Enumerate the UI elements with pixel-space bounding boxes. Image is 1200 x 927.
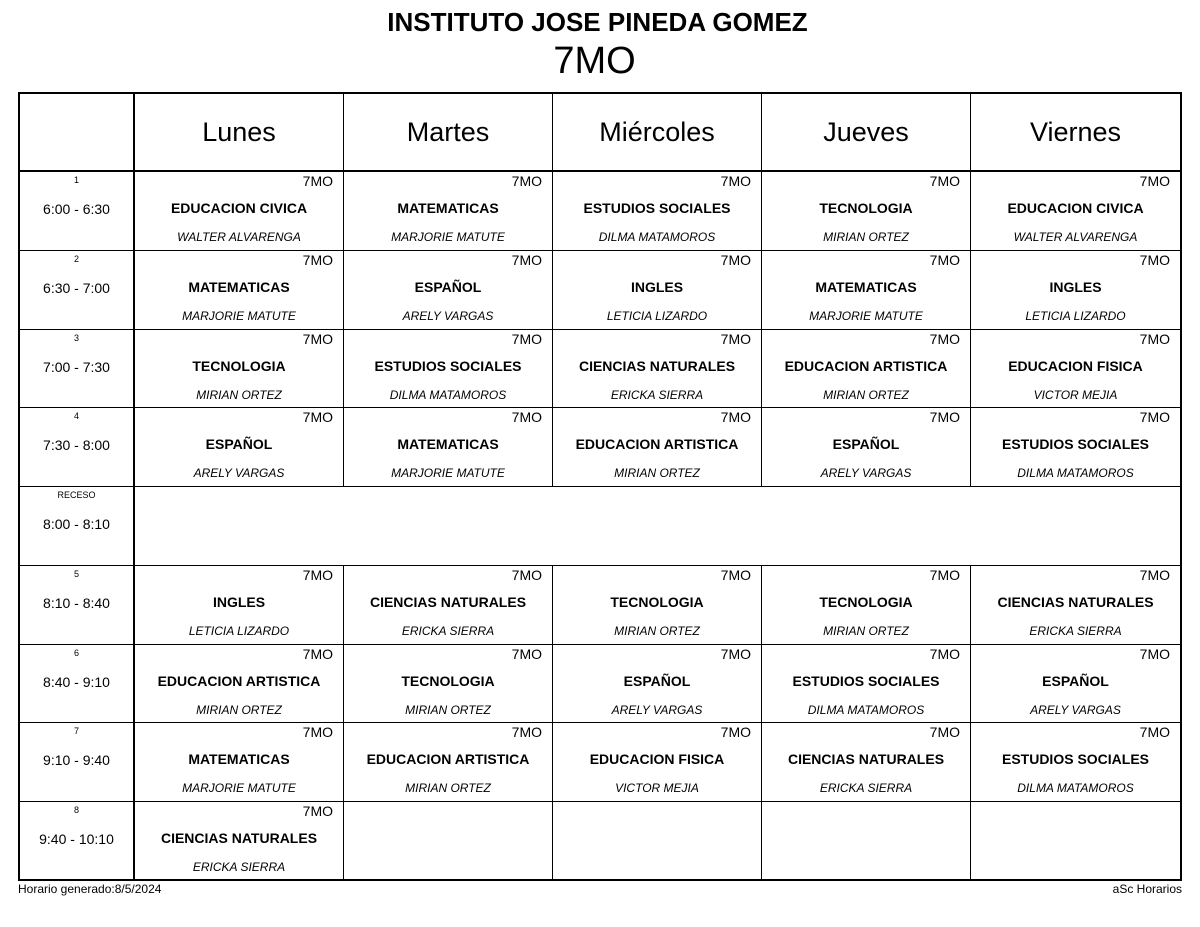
lesson-cell [553,566,762,645]
teacher-name: ARELY VARGAS [193,466,285,481]
teacher-name: MIRIAN ORTEZ [823,230,909,244]
period-time-cell [20,330,135,409]
lesson-cell [971,172,1180,251]
group-label: 7MO [511,724,542,741]
teacher-name: ERICKA SIERRA [192,860,286,874]
day-header-1: Martes [344,94,553,172]
teacher-name: DILMA MATAMOROS [389,387,507,402]
time-range: 9:10 - 9:40 [43,752,110,769]
group-label: 7MO [1139,724,1170,741]
generated-date: Horario generado:8/5/2024 [18,882,162,896]
period-number: 5 [73,568,79,579]
lesson-cell [135,645,344,724]
teacher-name: ERICKA SIERRA [819,781,913,796]
lesson-cell [762,172,971,251]
subject-name: MATEMATICAS [815,278,917,295]
group-label: 7MO [1139,330,1170,347]
subject-name: EDUCACION CIVICA [1007,200,1144,216]
day-header-4: Viernes [971,94,1180,172]
subject-name: ESPAÑOL [414,278,482,295]
subject-name: CIENCIAS NATURALES [578,357,736,374]
subject-name: EDUCACION FISICA [1008,357,1143,374]
lesson-cell [971,330,1180,409]
lesson-cell [135,172,344,251]
group-label: 7MO [511,330,542,347]
teacher-name: ERICKA SIERRA [401,623,495,638]
group-label: 7MO [302,173,333,189]
teacher-name: DILMA MATAMOROS [1017,781,1134,796]
period-time-cell [20,566,135,645]
subject-name: TECNOLOGIA [192,357,286,374]
teacher-name: MIRIAN ORTEZ [196,702,282,717]
lesson-cell [344,566,553,645]
subject-name: ESPAÑOL [1042,672,1109,689]
lesson-cell [553,408,762,487]
subject-name: ESPAÑOL [623,672,691,689]
recess-row [135,487,1180,566]
lesson-cell [344,723,553,802]
subject-name: INGLES [630,278,684,295]
teacher-name: MARJORIE MATUTE [809,308,923,323]
subject-name: ESTUDIOS SOCIALES [792,672,940,689]
lesson-cell [971,566,1180,645]
lesson-cell [135,566,344,645]
teacher-name: DILMA MATAMOROS [807,702,925,717]
subject-name: ESTUDIOS SOCIALES [583,200,731,216]
group-label: 7MO [1139,251,1170,268]
lesson-cell [762,251,971,330]
lesson-cell [762,645,971,724]
teacher-name: WALTER ALVARENGA [177,230,301,244]
group-label: 7MO [929,566,960,583]
teacher-name: MIRIAN ORTEZ [405,702,491,717]
group-label: 7MO [929,409,960,426]
subject-name: CIENCIAS NATURALES [160,830,318,846]
app-credit: aSc Horarios [1112,882,1182,896]
group-label: 7MO [302,724,333,741]
lesson-cell [344,172,553,251]
lesson-cell [344,645,553,724]
timetable-grid [18,92,1182,881]
subject-name: TECNOLOGIA [401,672,495,689]
time-range: 8:10 - 8:40 [43,594,110,611]
time-range: 7:30 - 8:00 [43,437,110,454]
teacher-name: MARJORIE MATUTE [391,466,505,481]
teacher-name: ERICKA SIERRA [1029,623,1122,638]
period-time-cell [20,645,135,724]
subject-name: EDUCACION CIVICA [170,200,308,216]
teacher-name: ARELY VARGAS [1030,702,1121,717]
teacher-name: MIRIAN ORTEZ [614,466,700,481]
subject-name: EDUCACION ARTISTICA [575,436,739,453]
teacher-name: LETICIA LIZARDO [1025,308,1126,323]
teacher-name: DILMA MATAMOROS [1017,466,1134,481]
lesson-cell [344,330,553,409]
lesson-cell [344,251,553,330]
period-time-cell [20,172,135,251]
lesson-cell [553,172,762,251]
period-time-cell [20,408,135,487]
subject-name: TECNOLOGIA [610,593,704,610]
group-label: 7MO [302,409,333,426]
corner-cell [20,94,135,172]
time-range: 8:40 - 9:10 [43,673,110,690]
group-label: 7MO [1139,645,1170,662]
group-label: 7MO [511,251,542,268]
lesson-cell [971,645,1180,724]
group-label: 7MO [929,251,960,268]
subject-name: TECNOLOGIA [819,200,913,216]
lesson-cell [762,566,971,645]
subject-name: MATEMATICAS [188,751,290,768]
teacher-name: MIRIAN ORTEZ [823,623,909,638]
teacher-name: DILMA MATAMOROS [598,230,716,244]
lesson-cell [135,723,344,802]
subject-name: MATEMATICAS [397,436,499,453]
teacher-name: MARJORIE MATUTE [182,781,296,796]
subject-name: EDUCACION ARTISTICA [366,751,530,768]
group-label: 7MO [929,173,960,189]
teacher-name: VICTOR MEJIA [615,781,699,796]
school-title: INSTITUTO JOSE PINEDA GOMEZ [387,7,808,37]
lesson-cell [553,251,762,330]
subject-name: EDUCACION ARTISTICA [784,357,948,374]
teacher-name: ERICKA SIERRA [610,387,704,402]
day-header-3: Jueves [762,94,971,172]
group-label: 7MO [1139,409,1170,426]
teacher-name: WALTER ALVARENGA [1013,230,1138,244]
teacher-name: ARELY VARGAS [402,308,494,323]
lesson-cell [971,251,1180,330]
period-time-cell [20,802,135,881]
period-number: 2 [73,253,79,264]
teacher-name: LETICIA LIZARDO [606,308,708,323]
subject-name: ESTUDIOS SOCIALES [374,357,522,374]
teacher-name: MIRIAN ORTEZ [405,781,491,796]
lesson-cell [553,723,762,802]
group-label: 7MO [302,566,333,583]
lesson-cell [971,723,1180,802]
lesson-cell [135,408,344,487]
subject-name: MATEMATICAS [397,200,499,216]
recess-time-cell [20,487,135,566]
subject-name: INGLES [212,593,266,610]
recess-label: RECESO [57,490,96,500]
teacher-name: MARJORIE MATUTE [182,308,296,323]
subject-name: EDUCACION FISICA [589,751,725,768]
teacher-name: ARELY VARGAS [820,466,912,481]
subject-name: CIENCIAS NATURALES [997,593,1154,610]
lesson-cell [553,330,762,409]
group-label: 7MO [929,645,960,662]
lesson-cell [762,723,971,802]
period-number: 6 [73,647,79,658]
group-label: 7MO [929,330,960,347]
lesson-cell [135,251,344,330]
empty-cell [553,802,762,881]
day-header-0: Lunes [135,94,344,172]
teacher-name: ARELY VARGAS [611,702,703,717]
time-range: 9:40 - 10:10 [39,831,114,847]
period-number: 3 [73,332,79,343]
subject-name: ESPAÑOL [832,436,900,453]
subject-name: CIENCIAS NATURALES [369,593,527,610]
subject-name: TECNOLOGIA [819,593,913,610]
day-header-2: Miércoles [553,94,762,172]
period-number: 8 [73,805,79,815]
group-label: 7MO [929,724,960,741]
period-number: 4 [73,411,79,422]
group-label: 7MO [511,645,542,662]
period-number: 1 [73,175,79,185]
time-range: 6:00 - 6:30 [43,201,110,217]
time-range: 8:00 - 8:10 [43,516,110,532]
grade-title: 7MO [553,40,636,82]
lesson-cell [971,408,1180,487]
time-range: 7:00 - 7:30 [43,358,110,375]
subject-name: ESTUDIOS SOCIALES [1001,436,1150,453]
group-label: 7MO [302,803,333,819]
group-label: 7MO [302,330,333,347]
empty-cell [762,802,971,881]
group-label: 7MO [1139,173,1170,189]
group-label: 7MO [720,566,751,583]
subject-name: INGLES [1049,278,1102,295]
group-label: 7MO [720,173,751,189]
empty-cell [344,802,553,881]
teacher-name: MIRIAN ORTEZ [823,387,909,402]
group-label: 7MO [511,566,542,583]
subject-name: ESTUDIOS SOCIALES [1001,751,1150,768]
group-label: 7MO [511,173,542,189]
teacher-name: MARJORIE MATUTE [391,230,505,244]
lesson-cell [344,408,553,487]
teacher-name: MIRIAN ORTEZ [614,623,700,638]
lesson-cell [135,802,344,881]
group-label: 7MO [302,251,333,268]
period-time-cell [20,723,135,802]
group-label: 7MO [720,409,751,426]
lesson-cell [762,330,971,409]
group-label: 7MO [720,645,751,662]
empty-cell [971,802,1180,881]
subject-name: MATEMATICAS [188,278,290,295]
group-label: 7MO [1139,566,1170,583]
group-label: 7MO [720,724,751,741]
subject-name: CIENCIAS NATURALES [787,751,945,768]
group-label: 7MO [511,409,542,426]
group-label: 7MO [302,645,333,662]
teacher-name: LETICIA LIZARDO [188,623,290,638]
lesson-cell [553,645,762,724]
period-time-cell [20,251,135,330]
subject-name: EDUCACION ARTISTICA [157,672,321,689]
lesson-cell [762,408,971,487]
subject-name: ESPAÑOL [205,436,273,453]
teacher-name: MIRIAN ORTEZ [196,387,282,402]
teacher-name: VICTOR MEJIA [1033,387,1118,402]
period-number: 7 [73,726,79,737]
lesson-cell [135,330,344,409]
group-label: 7MO [720,330,751,347]
time-range: 6:30 - 7:00 [43,279,110,296]
group-label: 7MO [720,251,751,268]
